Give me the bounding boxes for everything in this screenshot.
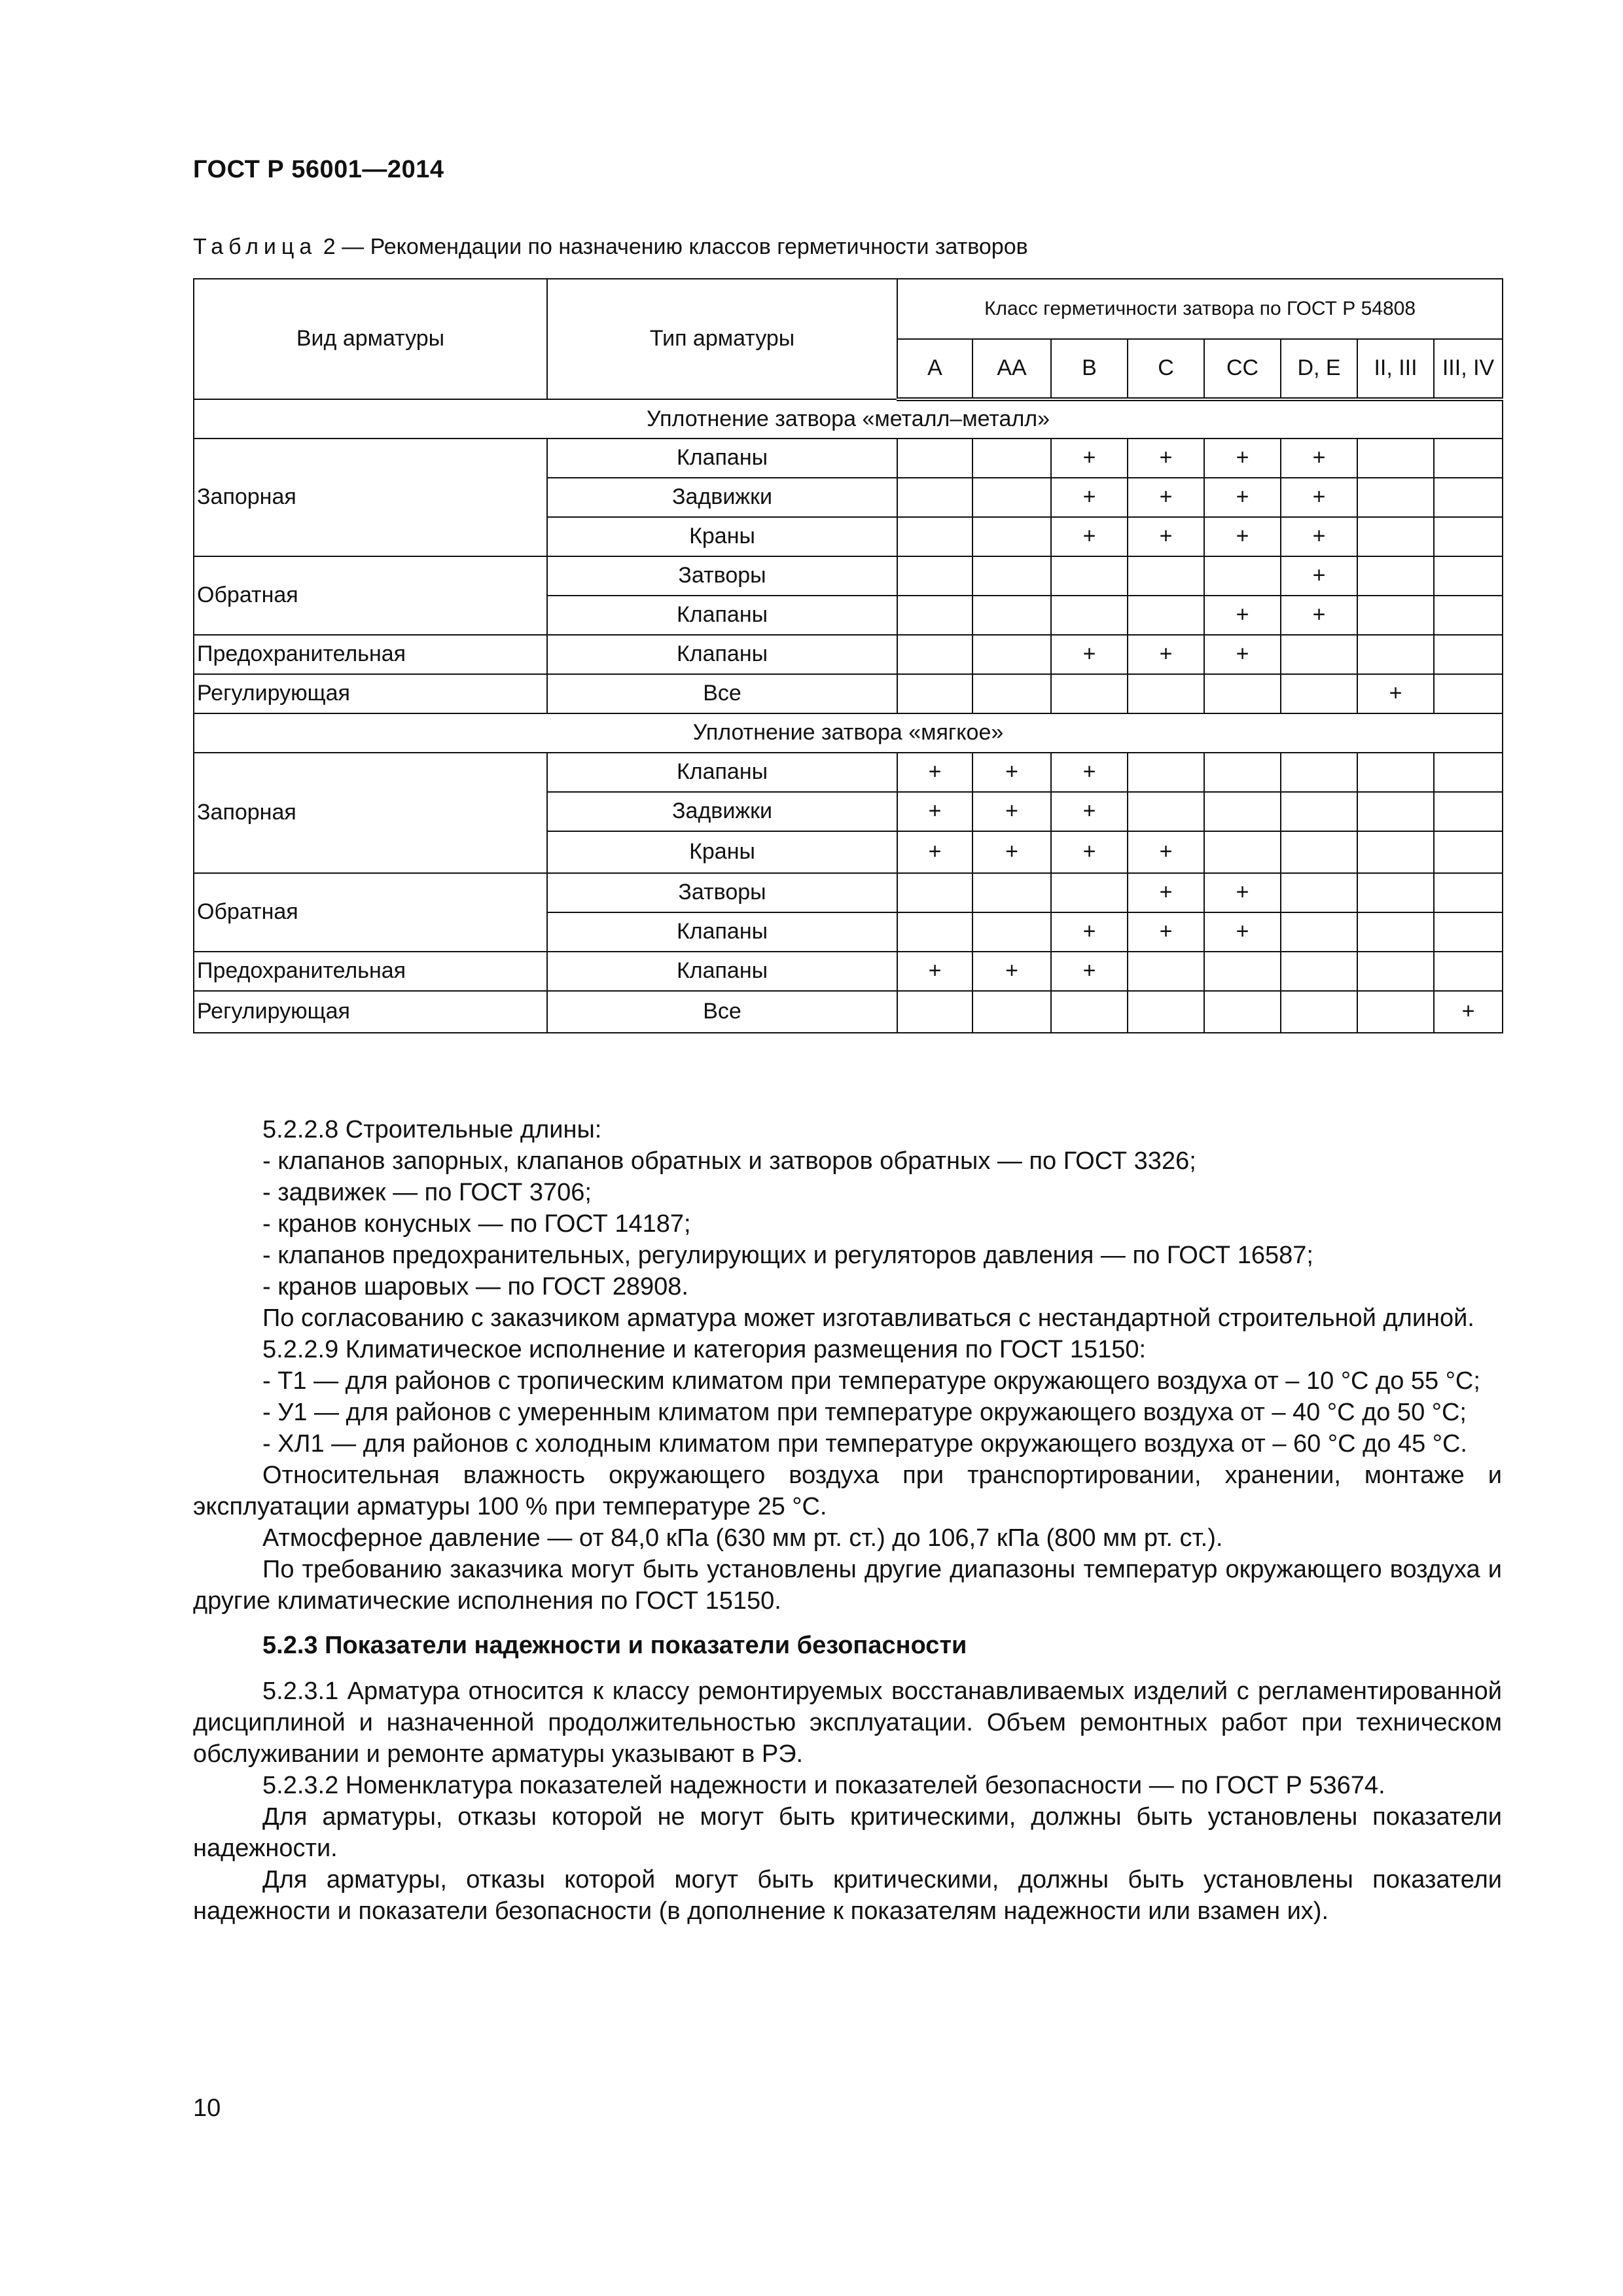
class-mark-cell [1434, 792, 1503, 831]
class-mark-cell [972, 912, 1051, 952]
class-mark-cell: + [1051, 439, 1128, 478]
body-text [193, 1114, 1502, 1927]
class-mark-cell: + [1051, 792, 1128, 831]
class-mark-cell: + [1204, 596, 1281, 635]
class-header-cell: С [1128, 339, 1204, 399]
class-mark-cell [1357, 596, 1434, 635]
class-mark-cell [1051, 556, 1128, 596]
class-mark-cell [1281, 952, 1357, 991]
class-mark-cell: + [1357, 674, 1434, 713]
class-mark-cell [1128, 674, 1204, 713]
class-mark-cell [1357, 753, 1434, 792]
valve-type-cell: Регулирующая [194, 991, 547, 1033]
table-caption-title: — Рекомендации по назначению классов герметичности затворов [335, 234, 1028, 259]
paragraph-5231: 5.2.3.1 Арматура относится к классу ремонтируемых восстанавливаемых изделий с регламентированной дисциплиной и назначенной продолжительностью эксплуатации. Объем ремонтных работ при техническом обслуживании и ремонте арматуры указывают в РЭ. [193, 1677, 1502, 1768]
valve-kind-cell: Клапаны [547, 952, 897, 991]
col-header-type: Вид арматуры [194, 279, 547, 399]
class-mark-cell [1204, 831, 1281, 873]
class-mark-cell [1434, 478, 1503, 517]
table-row [194, 952, 1503, 991]
class-mark-cell [1281, 991, 1357, 1033]
table-row [194, 439, 1503, 478]
class-mark-cell [1434, 635, 1503, 674]
class-mark-cell [1357, 831, 1434, 873]
class-mark-cell [1434, 873, 1503, 912]
paragraph-5232: 5.2.3.2 Номенклатура показателей надежности и показателей безопасности — по ГОСТ Р 53674. [262, 1772, 1385, 1799]
col-header-class: Класс герметичности затвора по ГОСТ Р 54808 [897, 279, 1503, 339]
class-mark-cell [1051, 596, 1128, 635]
class-mark-cell: + [1204, 478, 1281, 517]
list-item: - кранов шаровых — по ГОСТ 28908. [262, 1273, 688, 1300]
valve-kind-cell: Все [547, 674, 897, 713]
class-mark-cell: + [1128, 831, 1204, 873]
class-mark-cell [1128, 753, 1204, 792]
table-caption-prefix: Таблица [193, 234, 317, 259]
valve-kind-cell: Клапаны [547, 439, 897, 478]
valve-kind-cell: Клапаны [547, 753, 897, 792]
class-mark-cell: + [1051, 753, 1128, 792]
class-mark-cell [1128, 952, 1204, 991]
section-523-heading: 5.2.3 Показатели надежности и показатели безопасности [262, 1632, 967, 1659]
table-row [194, 873, 1503, 912]
class-header-cell: А [897, 339, 972, 399]
class-mark-cell [897, 596, 972, 635]
class-mark-cell: + [1281, 596, 1357, 635]
table-row [194, 991, 1503, 1033]
class-header-cell: АА [972, 339, 1051, 399]
class-mark-cell [1204, 991, 1281, 1033]
list-item: - кранов конусных — по ГОСТ 14187; [262, 1210, 691, 1238]
paragraph-length-note: По согласованию с заказчиком арматура может изготавливаться с нестандартной строительной длиной. [262, 1304, 1474, 1332]
climate-t1: - Т1 — для районов с тропическим климатом при температуре окружающего воздуха от – 10 °С до 55 °С; [262, 1367, 1480, 1395]
class-mark-cell [1281, 873, 1357, 912]
class-mark-cell [1434, 596, 1503, 635]
class-mark-cell [897, 478, 972, 517]
class-mark-cell: + [972, 831, 1051, 873]
paragraph-pressure: Атмосферное давление — от 84,0 кПа (630 мм рт. ст.) до 106,7 кПа (800 мм рт. ст.). [262, 1524, 1223, 1552]
class-mark-cell [972, 439, 1051, 478]
class-mark-cell [1434, 517, 1503, 556]
class-mark-cell [897, 439, 972, 478]
valve-kind-cell: Задвижки [547, 792, 897, 831]
class-mark-cell [1434, 831, 1503, 873]
valve-type-cell: Предохранительная [194, 952, 547, 991]
class-mark-cell [1128, 596, 1204, 635]
class-mark-cell: + [1204, 912, 1281, 952]
class-mark-cell [1357, 478, 1434, 517]
class-mark-cell: + [972, 753, 1051, 792]
class-mark-cell [1281, 635, 1357, 674]
class-mark-cell [972, 674, 1051, 713]
class-mark-cell [1204, 792, 1281, 831]
class-mark-cell: + [1204, 517, 1281, 556]
class-mark-cell: + [897, 753, 972, 792]
valve-type-cell: Обратная [194, 873, 547, 952]
class-mark-cell: + [1051, 478, 1128, 517]
tightness-class-table [193, 278, 1503, 1033]
valve-type-cell: Обратная [194, 556, 547, 635]
class-mark-cell: + [1281, 556, 1357, 596]
section-title: Уплотнение затвора «мягкое» [194, 713, 1503, 753]
class-mark-cell [1281, 753, 1357, 792]
document-header: ГОСТ Р 56001—2014 [193, 156, 444, 183]
section-row [194, 399, 1503, 439]
class-mark-cell: + [972, 952, 1051, 991]
class-mark-cell [1204, 674, 1281, 713]
climate-hl1: - ХЛ1 — для районов с холодным климатом при температуре окружающего воздуха от – 60 °С до 45 °С. [262, 1430, 1467, 1458]
table-row [194, 753, 1503, 792]
class-mark-cell: + [972, 792, 1051, 831]
valve-kind-cell: Клапаны [547, 635, 897, 674]
class-mark-cell [1357, 952, 1434, 991]
class-mark-cell: + [1434, 991, 1503, 1033]
class-mark-cell [1204, 556, 1281, 596]
class-mark-cell [972, 517, 1051, 556]
table-caption-number: 2 [323, 234, 336, 259]
class-mark-cell: + [1051, 635, 1128, 674]
table-caption [193, 234, 1028, 260]
class-mark-cell [1357, 556, 1434, 596]
class-mark-cell: + [897, 952, 972, 991]
class-mark-cell [1357, 517, 1434, 556]
class-mark-cell [1128, 556, 1204, 596]
paragraph-5232-b: Для арматуры, отказы которой могут быть критическими, должны быть установлены показатели надежности и показатели безопасности (в дополнение к показателям надежности или взамен их). [193, 1866, 1502, 1925]
class-mark-cell [972, 873, 1051, 912]
class-header-cell: II, III [1357, 339, 1434, 399]
class-mark-cell: + [897, 831, 972, 873]
class-mark-cell [1204, 952, 1281, 991]
class-mark-cell [972, 478, 1051, 517]
class-mark-cell: + [1204, 873, 1281, 912]
class-mark-cell [897, 991, 972, 1033]
class-mark-cell: + [1128, 439, 1204, 478]
class-mark-cell: + [1128, 478, 1204, 517]
valve-kind-cell: Все [547, 991, 897, 1033]
valve-kind-cell: Задвижки [547, 478, 897, 517]
class-mark-cell [1128, 792, 1204, 831]
valve-kind-cell: Затворы [547, 873, 897, 912]
list-item: - клапанов запорных, клапанов обратных и затворов обратных — по ГОСТ 3326; [262, 1147, 1196, 1175]
class-mark-cell [1357, 439, 1434, 478]
class-mark-cell [1434, 952, 1503, 991]
class-mark-cell: + [1281, 439, 1357, 478]
valve-type-cell: Предохранительная [194, 635, 547, 674]
section-5229-title: 5.2.2.9 Климатическое исполнение и категория размещения по ГОСТ 15150: [262, 1336, 1147, 1363]
class-header-cell: D, Е [1281, 339, 1357, 399]
class-mark-cell: + [1281, 517, 1357, 556]
section-5228-title: 5.2.2.8 Строительные длины: [262, 1116, 602, 1143]
section-row [194, 713, 1503, 753]
class-mark-cell: + [1128, 635, 1204, 674]
class-mark-cell [1051, 873, 1128, 912]
class-header-cell: В [1051, 339, 1128, 399]
valve-kind-cell: Краны [547, 517, 897, 556]
table-container [193, 278, 1502, 1033]
section-title: Уплотнение затвора «металл–металл» [194, 399, 1503, 439]
class-mark-cell [1434, 912, 1503, 952]
class-mark-cell [897, 674, 972, 713]
class-mark-cell [897, 517, 972, 556]
class-mark-cell: + [897, 792, 972, 831]
table-row [194, 674, 1503, 713]
class-mark-cell [897, 912, 972, 952]
class-mark-cell: + [1051, 517, 1128, 556]
valve-type-cell: Регулирующая [194, 674, 547, 713]
class-mark-cell: + [1051, 831, 1128, 873]
class-mark-cell [1357, 792, 1434, 831]
page-number: 10 [193, 2094, 221, 2122]
class-mark-cell [1434, 674, 1503, 713]
valve-kind-cell: Краны [547, 831, 897, 873]
class-mark-cell: + [1128, 517, 1204, 556]
class-mark-cell [1434, 556, 1503, 596]
class-mark-cell [1357, 912, 1434, 952]
table-body [194, 399, 1503, 1033]
class-mark-cell [1434, 439, 1503, 478]
class-mark-cell [1281, 674, 1357, 713]
class-mark-cell [897, 873, 972, 912]
class-mark-cell [1204, 753, 1281, 792]
class-mark-cell: + [1204, 635, 1281, 674]
class-header-cell: СС [1204, 339, 1281, 399]
list-item: - клапанов предохранительных, регулирующих и регуляторов давления — по ГОСТ 16587; [262, 1242, 1313, 1269]
valve-type-cell: Запорная [194, 439, 547, 556]
class-mark-cell [897, 635, 972, 674]
paragraph-other-ranges: По требованию заказчика могут быть установлены другие диапазоны температур окружающего воздуха и другие климатические исполнения по ГОСТ 15150. [193, 1556, 1502, 1615]
class-mark-cell [1357, 635, 1434, 674]
class-mark-cell [1051, 674, 1128, 713]
class-mark-cell [1357, 991, 1434, 1033]
class-mark-cell [972, 991, 1051, 1033]
class-mark-cell: + [1281, 478, 1357, 517]
climate-u1: - У1 — для районов с умеренным климатом при температуре окружающего воздуха от – 40 °С до 50 °С; [262, 1399, 1467, 1426]
class-mark-cell: + [1128, 873, 1204, 912]
valve-type-cell: Запорная [194, 753, 547, 873]
valve-kind-cell: Клапаны [547, 912, 897, 952]
class-mark-cell: + [1051, 912, 1128, 952]
class-mark-cell: + [1204, 439, 1281, 478]
valve-kind-cell: Клапаны [547, 596, 897, 635]
class-mark-cell: + [1051, 952, 1128, 991]
class-mark-cell: + [1128, 912, 1204, 952]
valve-kind-cell: Затворы [547, 556, 897, 596]
class-mark-cell [1281, 831, 1357, 873]
class-mark-cell [1281, 912, 1357, 952]
class-mark-cell [972, 556, 1051, 596]
col-header-kind: Тип арматуры [547, 279, 897, 399]
class-mark-cell [1051, 991, 1128, 1033]
class-header-cell: III, IV [1434, 339, 1503, 399]
class-mark-cell [1357, 873, 1434, 912]
list-item: - задвижек — по ГОСТ 3706; [262, 1179, 592, 1206]
class-mark-cell [1434, 753, 1503, 792]
table-row [194, 635, 1503, 674]
class-mark-cell [1128, 991, 1204, 1033]
class-mark-cell [972, 635, 1051, 674]
class-mark-cell [972, 596, 1051, 635]
paragraph-5232-a: Для арматуры, отказы которой не могут быть критическими, должны быть установлены показатели надежности. [193, 1803, 1502, 1862]
class-mark-cell [897, 556, 972, 596]
paragraph-humidity: Относительная влажность окружающего воздуха при транспортировании, хранении, монтаже и эксплуатации арматуры 100 % при температуре 25 °С. [193, 1462, 1502, 1520]
class-mark-cell [1281, 792, 1357, 831]
table-row [194, 556, 1503, 596]
